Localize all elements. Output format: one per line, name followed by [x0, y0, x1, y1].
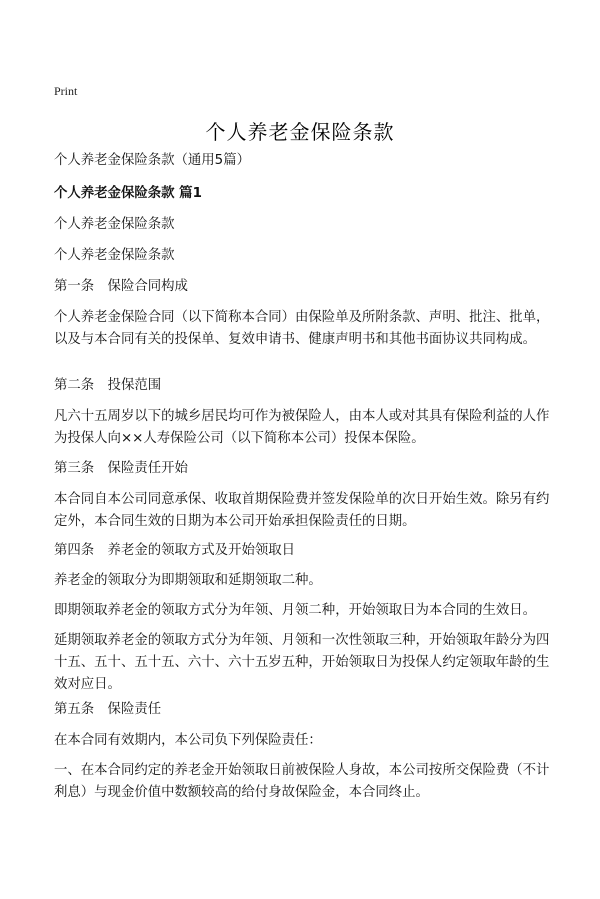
- paragraph-subtitle: 个人养老金保险条款（通用5篇）: [54, 153, 250, 168]
- paragraph-article-4-heading: 第四条 养老金的领取方式及开始领取日: [54, 543, 296, 558]
- paragraph-article-3-heading: 第三条 保险责任开始: [54, 461, 188, 476]
- paragraph-clause-title: 个人养老金保险条款: [54, 248, 175, 263]
- paragraph-article-1-heading: 第一条 保险合同构成: [54, 279, 188, 294]
- paragraph-article-5-item-1: 一、在本合同约定的养老金开始领取日前被保险人身故，本公司按所交保险费（不计利息）与现金价值中数额较高的给付身故保险金，本合同终止。: [54, 763, 550, 800]
- paragraph-article-4-immediate: 即期领取养老金的领取方式分为年领、月领二种，开始领取日为本合同的生效日。: [54, 603, 537, 618]
- paragraph-article-3-body: 本合同自本公司同意承保、收取首期保险费并签发保险单的次日开始生效。除另有约定外，本合同生效的日期为本公司开始承担保险责任的日期。: [54, 492, 550, 529]
- paragraph-clause-title: 个人养老金保险条款: [54, 217, 175, 232]
- document-title: 个人养老金保险条款: [205, 120, 395, 144]
- paragraph-section-heading: 个人养老金保险条款 篇1: [54, 186, 202, 201]
- paragraph-article-5-intro: 在本合同有效期内，本公司负下列保险责任：: [54, 733, 322, 748]
- paragraph-article-1-body: 个人养老金保险合同（以下简称本合同）由保险单及所附条款、声明、批注、批单，以及与本合同有关的投保单、复效申请书、健康声明书和其他书面协议共同构成。: [54, 310, 550, 347]
- paragraph-article-5-heading: 第五条 保险责任: [54, 702, 162, 717]
- paragraph-article-2-heading: 第二条 投保范围: [54, 378, 162, 393]
- paragraph-article-4-deferred: 延期领取养老金的领取方式分为年领、月领和一次性领取三种，开始领取年龄分为四十五、五十、五十五、六十、六十五岁五种，开始领取日为投保人约定领取年龄的生效对应日。: [54, 633, 550, 692]
- paragraph-article-4-body: 养老金的领取分为即期领取和延期领取二种。: [54, 573, 322, 588]
- print-label[interactable]: Print: [54, 84, 78, 98]
- paragraph-article-2-body: 凡六十五周岁以下的城乡居民均可作为被保险人，由本人或对其具有保险利益的人作为投保人向××人寿保险公司（以下简称本公司）投保本保险。: [54, 409, 550, 446]
